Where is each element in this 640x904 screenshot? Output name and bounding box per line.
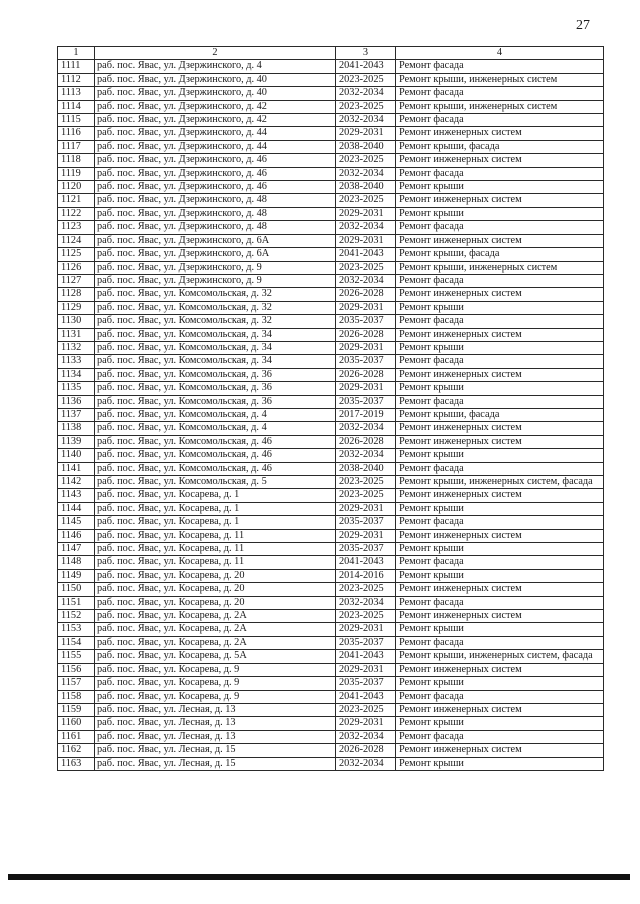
- work-type-cell: Ремонт инженерных систем: [396, 154, 604, 167]
- period-cell: 2026-2028: [336, 368, 396, 381]
- row-number-cell: 1158: [58, 690, 95, 703]
- address-cell: раб. пос. Явас, ул. Косарева, д. 20: [95, 596, 336, 609]
- work-type-cell: Ремонт фасада: [396, 315, 604, 328]
- table-row: [58, 194, 604, 207]
- work-type-cell: Ремонт фасада: [396, 556, 604, 569]
- row-number-cell: 1134: [58, 368, 95, 381]
- table-row: [58, 207, 604, 220]
- address-cell: раб. пос. Явас, ул. Комсомольская, д. 5: [95, 476, 336, 489]
- address-cell: раб. пос. Явас, ул. Дзержинского, д. 48: [95, 207, 336, 220]
- period-cell: 2023-2025: [336, 154, 396, 167]
- row-number-cell: 1141: [58, 462, 95, 475]
- work-type-cell: Ремонт крыши: [396, 569, 604, 582]
- address-cell: раб. пос. Явас, ул. Комсомольская, д. 4: [95, 408, 336, 421]
- row-number-cell: 1151: [58, 596, 95, 609]
- work-type-cell: Ремонт крыши: [396, 502, 604, 515]
- address-cell: раб. пос. Явас, ул. Комсомольская, д. 36: [95, 382, 336, 395]
- work-type-cell: Ремонт инженерных систем: [396, 194, 604, 207]
- address-cell: раб. пос. Явас, ул. Комсомольская, д. 32: [95, 288, 336, 301]
- table-row: [58, 100, 604, 113]
- work-schedule-table: [57, 46, 604, 771]
- work-type-cell: Ремонт крыши, инженерных систем, фасада: [396, 476, 604, 489]
- work-type-cell: Ремонт инженерных систем: [396, 435, 604, 448]
- work-type-cell: Ремонт крыши, инженерных систем, фасада: [396, 650, 604, 663]
- work-type-cell: Ремонт фасада: [396, 60, 604, 73]
- work-type-cell: Ремонт фасада: [396, 114, 604, 127]
- address-cell: раб. пос. Явас, ул. Дзержинского, д. 42: [95, 100, 336, 113]
- work-type-cell: Ремонт крыши, фасада: [396, 248, 604, 261]
- address-cell: раб. пос. Явас, ул. Лесная, д. 15: [95, 744, 336, 757]
- table-row: [58, 261, 604, 274]
- header-row: [58, 47, 604, 60]
- address-cell: раб. пос. Явас, ул. Дзержинского, д. 46: [95, 154, 336, 167]
- work-type-cell: Ремонт инженерных систем: [396, 703, 604, 716]
- table-row: [58, 717, 604, 730]
- address-cell: раб. пос. Явас, ул. Комсомольская, д. 46: [95, 462, 336, 475]
- work-type-cell: Ремонт фасада: [396, 395, 604, 408]
- table-row: [58, 489, 604, 502]
- period-cell: 2032-2034: [336, 221, 396, 234]
- address-cell: раб. пос. Явас, ул. Лесная, д. 15: [95, 757, 336, 770]
- period-cell: 2017-2019: [336, 408, 396, 421]
- row-number-cell: 1118: [58, 154, 95, 167]
- table-row: [58, 73, 604, 86]
- period-cell: 2029-2031: [336, 717, 396, 730]
- period-cell: 2032-2034: [336, 87, 396, 100]
- period-cell: 2014-2016: [336, 569, 396, 582]
- row-number-cell: 1149: [58, 569, 95, 582]
- row-number-cell: 1122: [58, 207, 95, 220]
- work-type-cell: Ремонт крыши: [396, 717, 604, 730]
- work-type-cell: Ремонт крыши: [396, 341, 604, 354]
- address-cell: раб. пос. Явас, ул. Косарева, д. 2А: [95, 636, 336, 649]
- row-number-cell: 1113: [58, 87, 95, 100]
- work-type-cell: Ремонт крыши: [396, 301, 604, 314]
- table-row: [58, 221, 604, 234]
- row-number-cell: 1143: [58, 489, 95, 502]
- work-type-cell: Ремонт инженерных систем: [396, 127, 604, 140]
- address-cell: раб. пос. Явас, ул. Дзержинского, д. 4: [95, 60, 336, 73]
- table-row: [58, 663, 604, 676]
- row-number-cell: 1146: [58, 529, 95, 542]
- period-cell: 2023-2025: [336, 610, 396, 623]
- address-cell: раб. пос. Явас, ул. Комсомольская, д. 34: [95, 355, 336, 368]
- address-cell: раб. пос. Явас, ул. Косарева, д. 1: [95, 502, 336, 515]
- table-row: [58, 382, 604, 395]
- table-row: [58, 583, 604, 596]
- row-number-cell: 1159: [58, 703, 95, 716]
- row-number-cell: 1157: [58, 677, 95, 690]
- table-row: [58, 127, 604, 140]
- address-cell: раб. пос. Явас, ул. Косарева, д. 1: [95, 516, 336, 529]
- period-cell: 2035-2037: [336, 677, 396, 690]
- work-type-cell: Ремонт крыши: [396, 677, 604, 690]
- row-number-cell: 1156: [58, 663, 95, 676]
- work-type-cell: Ремонт фасада: [396, 596, 604, 609]
- address-cell: раб. пос. Явас, ул. Дзержинского, д. 9: [95, 274, 336, 287]
- table-row: [58, 328, 604, 341]
- period-cell: 2041-2043: [336, 248, 396, 261]
- address-cell: раб. пос. Явас, ул. Косарева, д. 1: [95, 489, 336, 502]
- period-cell: 2023-2025: [336, 194, 396, 207]
- table-row: [58, 248, 604, 261]
- work-type-cell: Ремонт инженерных систем: [396, 744, 604, 757]
- work-type-cell: Ремонт инженерных систем: [396, 610, 604, 623]
- work-type-cell: Ремонт крыши: [396, 757, 604, 770]
- row-number-cell: 1138: [58, 422, 95, 435]
- work-type-cell: Ремонт фасада: [396, 274, 604, 287]
- address-cell: раб. пос. Явас, ул. Косарева, д. 9: [95, 677, 336, 690]
- period-cell: 2023-2025: [336, 261, 396, 274]
- period-cell: 2029-2031: [336, 301, 396, 314]
- work-type-cell: Ремонт фасада: [396, 167, 604, 180]
- address-cell: раб. пос. Явас, ул. Лесная, д. 13: [95, 730, 336, 743]
- column-header-4: 4: [396, 47, 604, 60]
- address-cell: раб. пос. Явас, ул. Лесная, д. 13: [95, 717, 336, 730]
- row-number-cell: 1137: [58, 408, 95, 421]
- period-cell: 2026-2028: [336, 288, 396, 301]
- table-row: [58, 502, 604, 515]
- table-row: [58, 636, 604, 649]
- work-type-cell: Ремонт инженерных систем: [396, 368, 604, 381]
- address-cell: раб. пос. Явас, ул. Дзержинского, д. 40: [95, 73, 336, 86]
- address-cell: раб. пос. Явас, ул. Дзержинского, д. 40: [95, 87, 336, 100]
- row-number-cell: 1148: [58, 556, 95, 569]
- period-cell: 2029-2031: [336, 663, 396, 676]
- work-type-cell: Ремонт крыши, инженерных систем: [396, 100, 604, 113]
- column-header-3: 3: [336, 47, 396, 60]
- table-row: [58, 140, 604, 153]
- table-row: [58, 422, 604, 435]
- period-cell: 2038-2040: [336, 462, 396, 475]
- address-cell: раб. пос. Явас, ул. Комсомольская, д. 46: [95, 435, 336, 448]
- table-row: [58, 408, 604, 421]
- address-cell: раб. пос. Явас, ул. Косарева, д. 9: [95, 690, 336, 703]
- period-cell: 2041-2043: [336, 650, 396, 663]
- work-type-cell: Ремонт инженерных систем: [396, 288, 604, 301]
- period-cell: 2029-2031: [336, 207, 396, 220]
- work-type-cell: Ремонт фасада: [396, 690, 604, 703]
- row-number-cell: 1161: [58, 730, 95, 743]
- period-cell: 2032-2034: [336, 274, 396, 287]
- row-number-cell: 1133: [58, 355, 95, 368]
- table-row: [58, 355, 604, 368]
- row-number-cell: 1154: [58, 636, 95, 649]
- row-number-cell: 1140: [58, 449, 95, 462]
- period-cell: 2029-2031: [336, 623, 396, 636]
- period-cell: 2035-2037: [336, 395, 396, 408]
- work-type-cell: Ремонт инженерных систем: [396, 663, 604, 676]
- table-row: [58, 650, 604, 663]
- row-number-cell: 1123: [58, 221, 95, 234]
- table-row: [58, 529, 604, 542]
- address-cell: раб. пос. Явас, ул. Комсомольская, д. 36: [95, 395, 336, 408]
- table-row: [58, 690, 604, 703]
- row-number-cell: 1116: [58, 127, 95, 140]
- row-number-cell: 1155: [58, 650, 95, 663]
- period-cell: 2029-2031: [336, 502, 396, 515]
- period-cell: 2029-2031: [336, 341, 396, 354]
- table-row: [58, 449, 604, 462]
- table-row: [58, 167, 604, 180]
- table-row: [58, 569, 604, 582]
- work-type-cell: Ремонт крыши, фасада: [396, 408, 604, 421]
- row-number-cell: 1125: [58, 248, 95, 261]
- address-cell: раб. пос. Явас, ул. Дзержинского, д. 48: [95, 194, 336, 207]
- table-row: [58, 341, 604, 354]
- table-row: [58, 596, 604, 609]
- table-row: [58, 368, 604, 381]
- work-type-cell: Ремонт крыши: [396, 207, 604, 220]
- period-cell: 2032-2034: [336, 114, 396, 127]
- address-cell: раб. пос. Явас, ул. Дзержинского, д. 6А: [95, 248, 336, 261]
- table-row: [58, 610, 604, 623]
- row-number-cell: 1119: [58, 167, 95, 180]
- row-number-cell: 1152: [58, 610, 95, 623]
- address-cell: раб. пос. Явас, ул. Лесная, д. 13: [95, 703, 336, 716]
- column-header-1: 1: [58, 47, 95, 60]
- work-type-cell: Ремонт фасада: [396, 221, 604, 234]
- address-cell: раб. пос. Явас, ул. Дзержинского, д. 42: [95, 114, 336, 127]
- period-cell: 2041-2043: [336, 556, 396, 569]
- row-number-cell: 1150: [58, 583, 95, 596]
- table-row: [58, 154, 604, 167]
- row-number-cell: 1120: [58, 181, 95, 194]
- table-row: [58, 288, 604, 301]
- row-number-cell: 1126: [58, 261, 95, 274]
- period-cell: 2035-2037: [336, 315, 396, 328]
- table-row: [58, 757, 604, 770]
- table-row: [58, 181, 604, 194]
- row-number-cell: 1128: [58, 288, 95, 301]
- address-cell: раб. пос. Явас, ул. Косарева, д. 9: [95, 663, 336, 676]
- period-cell: 2026-2028: [336, 744, 396, 757]
- address-cell: раб. пос. Явас, ул. Косарева, д. 11: [95, 529, 336, 542]
- row-number-cell: 1114: [58, 100, 95, 113]
- table-row: [58, 462, 604, 475]
- address-cell: раб. пос. Явас, ул. Косарева, д. 5А: [95, 650, 336, 663]
- period-cell: 2032-2034: [336, 449, 396, 462]
- period-cell: 2023-2025: [336, 100, 396, 113]
- row-number-cell: 1160: [58, 717, 95, 730]
- table-row: [58, 234, 604, 247]
- work-type-cell: Ремонт фасада: [396, 636, 604, 649]
- work-type-cell: Ремонт инженерных систем: [396, 234, 604, 247]
- work-type-cell: Ремонт фасада: [396, 355, 604, 368]
- address-cell: раб. пос. Явас, ул. Дзержинского, д. 44: [95, 140, 336, 153]
- address-cell: раб. пос. Явас, ул. Комсомольская, д. 34: [95, 328, 336, 341]
- row-number-cell: 1142: [58, 476, 95, 489]
- address-cell: раб. пос. Явас, ул. Дзержинского, д. 48: [95, 221, 336, 234]
- table-row: [58, 730, 604, 743]
- period-cell: 2041-2043: [336, 60, 396, 73]
- period-cell: 2023-2025: [336, 583, 396, 596]
- row-number-cell: 1145: [58, 516, 95, 529]
- period-cell: 2035-2037: [336, 516, 396, 529]
- work-type-cell: Ремонт крыши: [396, 543, 604, 556]
- row-number-cell: 1153: [58, 623, 95, 636]
- work-type-cell: Ремонт крыши, фасада: [396, 140, 604, 153]
- period-cell: 2023-2025: [336, 489, 396, 502]
- table-row: [58, 315, 604, 328]
- period-cell: 2032-2034: [336, 730, 396, 743]
- row-number-cell: 1131: [58, 328, 95, 341]
- period-cell: 2026-2028: [336, 328, 396, 341]
- work-type-cell: Ремонт инженерных систем: [396, 583, 604, 596]
- table-row: [58, 703, 604, 716]
- row-number-cell: 1136: [58, 395, 95, 408]
- row-number-cell: 1112: [58, 73, 95, 86]
- period-cell: 2023-2025: [336, 73, 396, 86]
- work-type-cell: Ремонт крыши, инженерных систем: [396, 261, 604, 274]
- period-cell: 2023-2025: [336, 703, 396, 716]
- page-number: 27: [576, 18, 590, 33]
- row-number-cell: 1139: [58, 435, 95, 448]
- work-type-cell: Ремонт крыши: [396, 449, 604, 462]
- row-number-cell: 1115: [58, 114, 95, 127]
- row-number-cell: 1121: [58, 194, 95, 207]
- table-row: [58, 623, 604, 636]
- address-cell: раб. пос. Явас, ул. Комсомольская, д. 4: [95, 422, 336, 435]
- table-row: [58, 114, 604, 127]
- period-cell: 2023-2025: [336, 476, 396, 489]
- row-number-cell: 1130: [58, 315, 95, 328]
- row-number-cell: 1162: [58, 744, 95, 757]
- address-cell: раб. пос. Явас, ул. Косарева, д. 20: [95, 583, 336, 596]
- work-type-cell: Ремонт крыши, инженерных систем: [396, 73, 604, 86]
- row-number-cell: 1127: [58, 274, 95, 287]
- period-cell: 2032-2034: [336, 596, 396, 609]
- period-cell: 2029-2031: [336, 234, 396, 247]
- row-number-cell: 1144: [58, 502, 95, 515]
- address-cell: раб. пос. Явас, ул. Косарева, д. 11: [95, 543, 336, 556]
- period-cell: 2038-2040: [336, 181, 396, 194]
- period-cell: 2038-2040: [336, 140, 396, 153]
- address-cell: раб. пос. Явас, ул. Дзержинского, д. 46: [95, 181, 336, 194]
- period-cell: 2026-2028: [336, 435, 396, 448]
- table-row: [58, 60, 604, 73]
- period-cell: 2032-2034: [336, 167, 396, 180]
- work-type-cell: Ремонт фасада: [396, 87, 604, 100]
- row-number-cell: 1124: [58, 234, 95, 247]
- work-type-cell: Ремонт крыши: [396, 382, 604, 395]
- work-type-cell: Ремонт фасада: [396, 516, 604, 529]
- work-type-cell: Ремонт фасада: [396, 462, 604, 475]
- row-number-cell: 1132: [58, 341, 95, 354]
- row-number-cell: 1111: [58, 60, 95, 73]
- address-cell: раб. пос. Явас, ул. Комсомольская, д. 32: [95, 301, 336, 314]
- table-body: [58, 60, 604, 771]
- table-row: [58, 395, 604, 408]
- table-row: [58, 274, 604, 287]
- period-cell: 2041-2043: [336, 690, 396, 703]
- period-cell: 2029-2031: [336, 127, 396, 140]
- period-cell: 2032-2034: [336, 757, 396, 770]
- address-cell: раб. пос. Явас, ул. Косарева, д. 2А: [95, 623, 336, 636]
- row-number-cell: 1117: [58, 140, 95, 153]
- row-number-cell: 1163: [58, 757, 95, 770]
- table-row: [58, 301, 604, 314]
- table-row: [58, 476, 604, 489]
- period-cell: 2029-2031: [336, 382, 396, 395]
- address-cell: раб. пос. Явас, ул. Косарева, д. 11: [95, 556, 336, 569]
- address-cell: раб. пос. Явас, ул. Дзержинского, д. 6А: [95, 234, 336, 247]
- address-cell: раб. пос. Явас, ул. Косарева, д. 20: [95, 569, 336, 582]
- address-cell: раб. пос. Явас, ул. Комсомольская, д. 46: [95, 449, 336, 462]
- row-number-cell: 1135: [58, 382, 95, 395]
- address-cell: раб. пос. Явас, ул. Косарева, д. 2А: [95, 610, 336, 623]
- row-number-cell: 1147: [58, 543, 95, 556]
- address-cell: раб. пос. Явас, ул. Дзержинского, д. 46: [95, 167, 336, 180]
- address-cell: раб. пос. Явас, ул. Дзержинского, д. 9: [95, 261, 336, 274]
- address-cell: раб. пос. Явас, ул. Комсомольская, д. 34: [95, 341, 336, 354]
- period-cell: 2032-2034: [336, 422, 396, 435]
- period-cell: 2029-2031: [336, 529, 396, 542]
- table-row: [58, 543, 604, 556]
- work-type-cell: Ремонт инженерных систем: [396, 422, 604, 435]
- bottom-rule: [8, 874, 630, 880]
- work-type-cell: Ремонт крыши: [396, 181, 604, 194]
- period-cell: 2035-2037: [336, 355, 396, 368]
- table-row: [58, 556, 604, 569]
- table-row: [58, 516, 604, 529]
- address-cell: раб. пос. Явас, ул. Комсомольская, д. 32: [95, 315, 336, 328]
- table-row: [58, 677, 604, 690]
- table-row: [58, 435, 604, 448]
- address-cell: раб. пос. Явас, ул. Комсомольская, д. 36: [95, 368, 336, 381]
- work-type-cell: Ремонт фасада: [396, 730, 604, 743]
- period-cell: 2035-2037: [336, 543, 396, 556]
- table-row: [58, 744, 604, 757]
- work-type-cell: Ремонт инженерных систем: [396, 529, 604, 542]
- address-cell: раб. пос. Явас, ул. Дзержинского, д. 44: [95, 127, 336, 140]
- work-type-cell: Ремонт инженерных систем: [396, 489, 604, 502]
- column-header-2: 2: [95, 47, 336, 60]
- table-row: [58, 87, 604, 100]
- work-type-cell: Ремонт инженерных систем: [396, 328, 604, 341]
- work-type-cell: Ремонт крыши: [396, 623, 604, 636]
- row-number-cell: 1129: [58, 301, 95, 314]
- period-cell: 2035-2037: [336, 636, 396, 649]
